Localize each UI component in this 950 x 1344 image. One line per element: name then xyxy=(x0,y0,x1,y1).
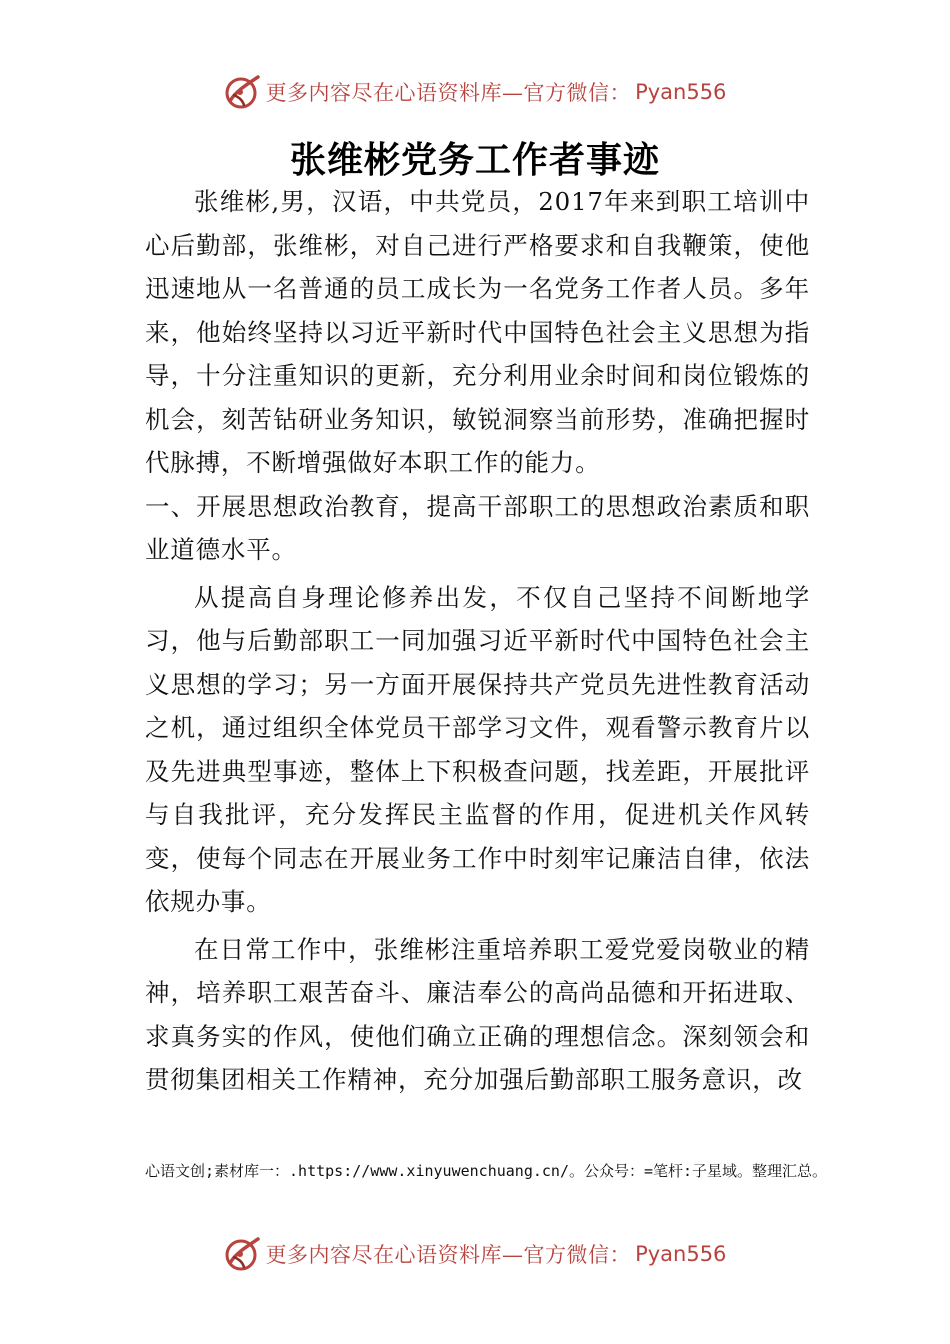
brush-logo-icon xyxy=(224,1235,262,1273)
banner-text: 更多内容尽在心语资料库—官方微信： xyxy=(265,1243,632,1267)
wechat-id: Pyan556 xyxy=(635,80,727,104)
source-footnote: 心语文创;素材库一：.https://www.xinyuwenchuang.cn/。公众号：=笔杆:子星域。整理汇总。 xyxy=(145,1162,828,1180)
footer-banner xyxy=(0,1232,950,1276)
page-title: 张维彬党务工作者事迹 xyxy=(289,140,660,181)
banner-text: 更多内容尽在心语资料库—官方微信： xyxy=(265,81,632,105)
section-heading: 一、开展思想政治教育，提高干部职工的思想政治素质和职业道德水平。 xyxy=(145,491,810,564)
paragraph: 在日常工作中，张维彬注重培养职工爱党爱岗敬业的精神，培养职工艰苦奋斗、廉洁奉公的高尚品德和开拓进取、求真务实的作风，使他们确立正确的理想信念。深刻领会和贯彻集团相关工作精神，充分加强后勤部职工服务意识，改 xyxy=(145,934,810,1094)
brush-logo-icon xyxy=(224,73,262,111)
document-body xyxy=(145,180,810,1102)
paragraph: 张维彬,男，汉语，中共党员，2017年来到职工培训中心后勤部，张维彬，对自己进行严格要求和自我鞭策，使他迅速地从一名普通的员工成长为一名党务工作者人员。多年来，他始终坚持以习近平新时代中国特色社会主义思想为指导，十分注重知识的更新，充分利用业余时间和岗位锻炼的机会，刻苦钻研业务知识，敏锐洞察当前形势，准确把握时代脉搏，不断增强做好本职工作的能力。 xyxy=(145,187,810,477)
paragraph: 从提高自身理论修养出发，不仅自己坚持不间断地学习，他与后勤部职工一同加强习近平新时代中国特色社会主义思想的学习；另一方面开展保持共产党员先进性教育活动之机，通过组织全体党员干部学习文件，观看警示教育片以及先进典型事迹，整体上下积极查问题，找差距，开展批评与自我批评，充分发挥民主监督的作用，促进机关作风转变，使每个同志在开展业务工作中时刻牢记廉洁自律，依法依规办事。 xyxy=(145,582,810,916)
header-banner xyxy=(0,70,950,114)
wechat-id: Pyan556 xyxy=(635,1242,727,1266)
